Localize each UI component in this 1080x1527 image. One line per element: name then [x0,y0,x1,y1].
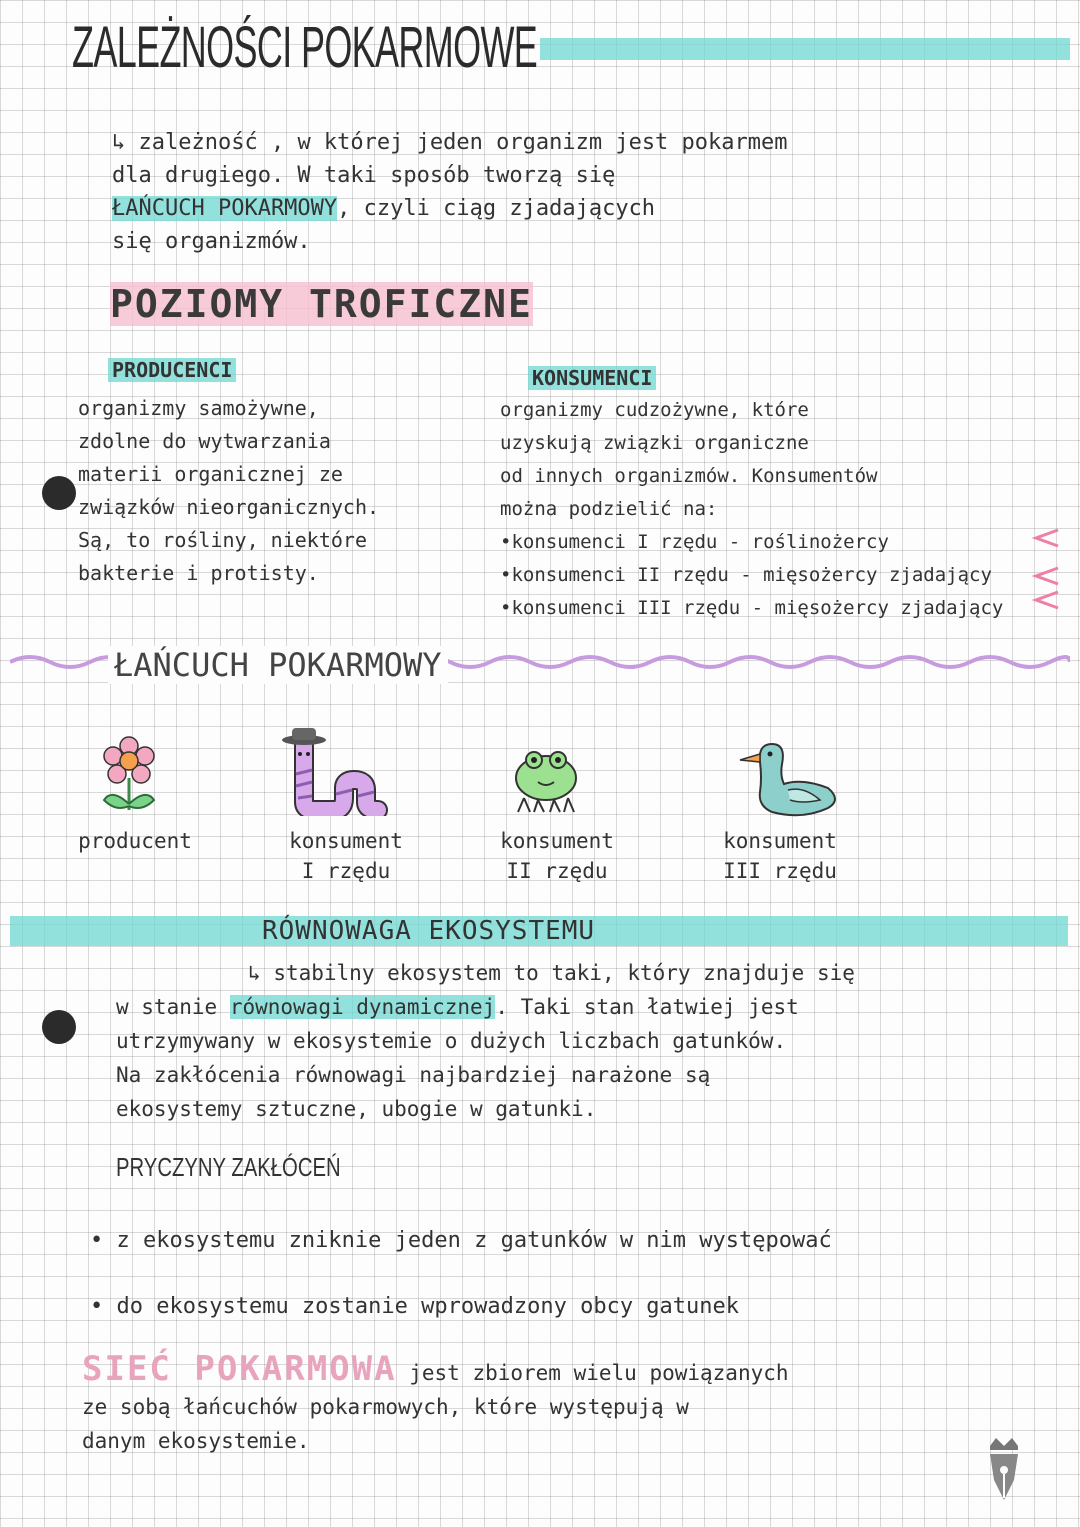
page-title: ZALEŻNOŚCI POKARMOWE [72,15,538,80]
bullet-dot-icon: • [90,1228,104,1253]
worm-icon [274,724,394,816]
producers-heading: PRODUCENCI [108,358,236,382]
bullet-dot-icon: • [500,531,512,553]
bullet-dot-icon: • [90,1294,104,1319]
arrow-icon: ↳ [112,130,126,155]
chain-label-1: producent [78,829,192,853]
intro-line-4: się organizmów. [112,229,311,254]
bullet-dot-icon: • [500,564,512,586]
hook-arrow-icon: ↳ [248,961,261,985]
dynamic-balance-highlight: równowagi dynamicznej [229,995,496,1019]
intro-line-2: dla drugiego. W taki sposób tworzą się [112,163,616,188]
food-web-heading: SIEĆ POKARMOWA [82,1349,397,1389]
cause-item-2: • do ekosystemu zostanie wprowadzony obcy gatunek [90,1294,740,1319]
balance-paragraph: ↳ stabilny ekosystem to taki, który znajduje się w stanie równowagi dynamicznej. Taki stan łatwiej jest utrzymywany w ekosystemie o dużych liczbach gatunków. Na zakłócenia równowagi najbardziej narażone są ekosystemy sztuczne, ubogie w gatunki. [116,961,855,1121]
intro-paragraph [112,126,972,258]
food-chain-heading: ŁAŃCUCH POKARMOWY [108,646,448,684]
producers-text: organizmy samożywne, zdolne do wytwarzania materii organicznej ze związków nieorganicznych. Są, to rośliny, niektóre bakterie i protisty. [78,396,380,585]
bullet-dot-icon: • [500,597,512,619]
flower-icon [94,734,164,814]
duck-icon [732,738,842,822]
balance-heading: RÓWNOWAGA EKOSYSTEMU [262,916,596,946]
intro-line-3: , czyli ciąg zjadających [337,196,656,221]
chain-label-2: konsument I rzędu [289,829,403,883]
consumer-bullet-3: •konsumenci III rzędu - mięsożercy zjadający [500,597,1004,619]
trophic-heading: POZIOMY TROFICZNE [110,282,533,326]
consumers-text: organizmy cudzożywne, które uzyskują związki organiczne od innych organizmów. Konsumentów można podzielić na: •konsumenci I rzędu - roślinożercy •konsumenci II rzędu - mięsożercy zjadający •konsumenci III rzędu - mięsożercy zjadający [500,394,1070,625]
frog-icon [508,748,584,816]
causes-heading: PRYCZYNY ZAKŁÓCEŃ [116,1152,341,1182]
binder-hole-top [42,476,76,510]
food-web-paragraph: SIEĆ POKARMOWA jest zbiorem wielu powiązanych ze sobą łańcuchów pokarmowych, które występują w danym ekosystemie. [82,1349,789,1453]
food-chain-highlight: ŁAŃCUCH POKARMOWY [112,196,338,221]
consumer-bullet-2: •konsumenci II rzędu - mięsożercy zjadający [500,564,992,586]
cause-item-1: • z ekosystemu zniknie jeden z gatunków w nim występować [90,1228,832,1253]
chain-label-4: konsument III rzędu [723,829,837,883]
title-highlight-bar [540,38,1070,60]
consumers-heading: KONSUMENCI [528,366,656,390]
intro-line-1: zależność , w której jeden organizm jest pokarmem [138,130,788,155]
binder-hole-bottom [42,1010,76,1044]
chain-label-3: konsument II rzędu [500,829,614,883]
pen-nib-logo-icon [984,1436,1024,1502]
consumer-bullet-1: •konsumenci I rzędu - roślinożercy [500,531,889,553]
pink-arrow-marks [1028,522,1072,612]
